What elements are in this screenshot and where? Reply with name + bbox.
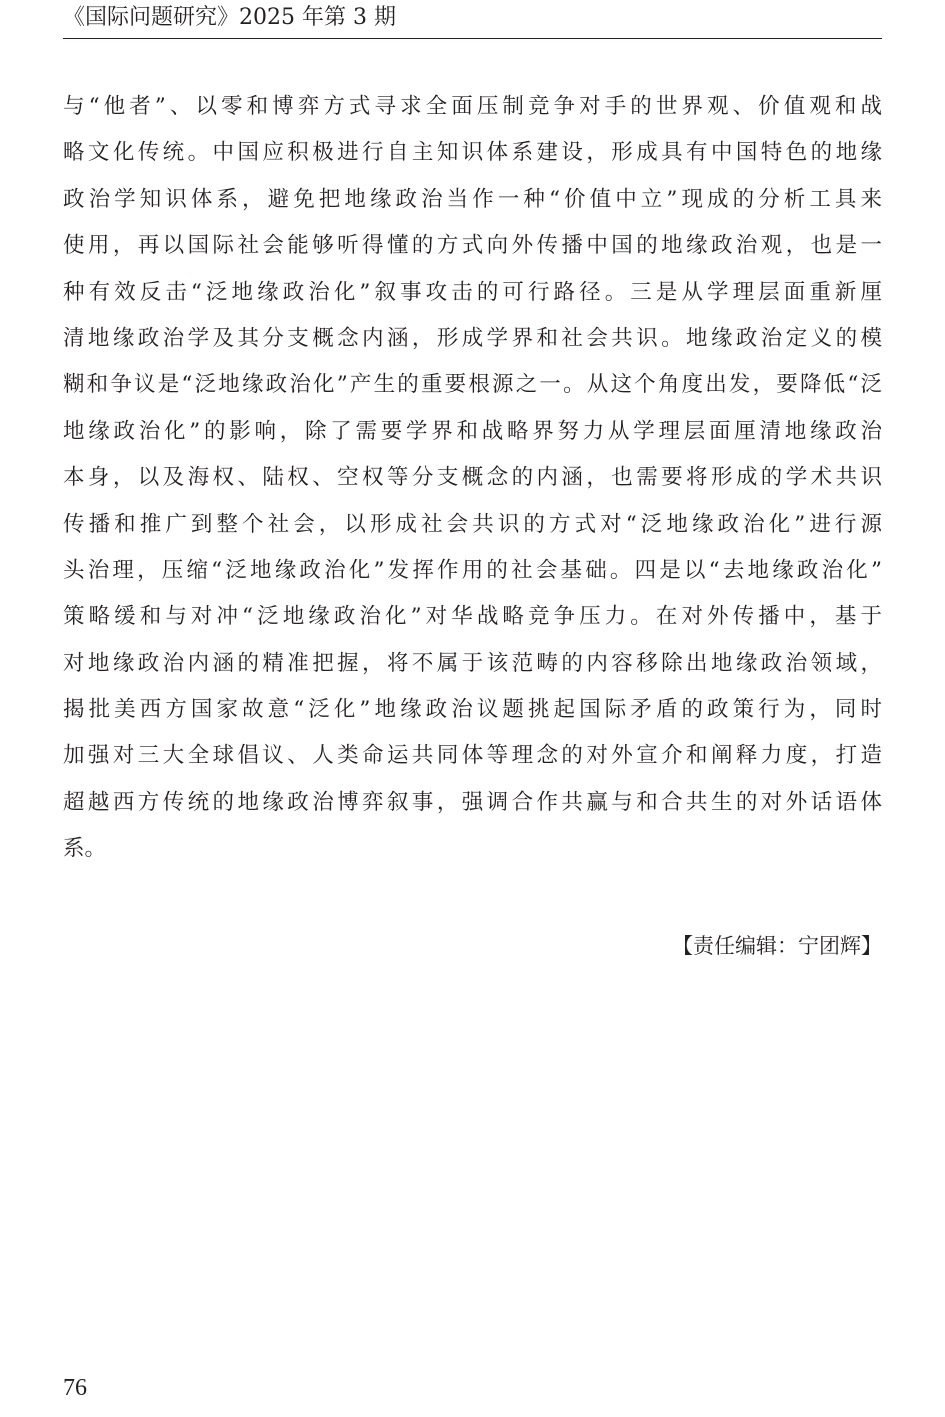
body-line: 清地缘政治学及其分支概念内涵，形成学界和社会共识。地缘政治定义的模 xyxy=(63,325,882,351)
body-line: 传播和推广到整个社会，以形成社会共识的方式对“泛地缘政治化”进行源 xyxy=(63,511,882,537)
body-line-last: 系。 xyxy=(63,836,107,862)
body-line: 糊和争议是“泛地缘政治化”产生的重要根源之一。从这个角度出发，要降低“泛 xyxy=(63,372,882,398)
body-line: 加强对三大全球倡议、人类命运共同体等理念的对外宣介和阐释力度，打造 xyxy=(63,743,882,769)
responsible-editor-note: 【责任编辑：宁团辉】 xyxy=(672,934,882,958)
body-line: 略文化传统。中国应积极进行自主知识体系建设，形成具有中国特色的地缘 xyxy=(63,140,882,166)
body-line: 本身，以及海权、陆权、空权等分支概念的内涵，也需要将形成的学术共识 xyxy=(63,465,882,491)
body-line: 策略缓和与对冲“泛地缘政治化”对华战略竞争压力。在对外传播中，基于 xyxy=(63,604,882,630)
body-line: 政治学知识体系，避免把地缘政治当作一种“价值中立”现成的分析工具来 xyxy=(63,186,882,212)
body-line: 超越西方传统的地缘政治博弈叙事，强调合作共赢与和合共生的对外话语体 xyxy=(63,789,882,815)
body-line: 头治理，压缩“泛地缘政治化”发挥作用的社会基础。四是以“去地缘政治化” xyxy=(63,557,882,583)
body-line: 使用，再以国际社会能够听得懂的方式向外传播中国的地缘政治观，也是一 xyxy=(63,233,882,259)
body-line: 对地缘政治内涵的精准把握，将不属于该范畴的内容移除出地缘政治领域， xyxy=(63,650,882,676)
body-line: 与“他者”、以零和博弈方式寻求全面压制竞争对手的世界观、价值观和战 xyxy=(63,94,882,119)
running-head-title: 《国际问题研究》2025 年第 3 期 xyxy=(63,4,882,39)
body-paragraph xyxy=(63,84,882,873)
body-line: 揭批美西方国家故意“泛化”地缘政治议题挑起国际矛盾的政策行为，同时 xyxy=(63,697,882,723)
page-number: 76 xyxy=(63,1375,87,1401)
body-line: 地缘政治化”的影响，除了需要学界和战略界努力从学理层面厘清地缘政治 xyxy=(63,418,882,444)
body-line: 种有效反击“泛地缘政治化”叙事攻击的可行路径。三是从学理层面重新厘 xyxy=(63,279,882,305)
